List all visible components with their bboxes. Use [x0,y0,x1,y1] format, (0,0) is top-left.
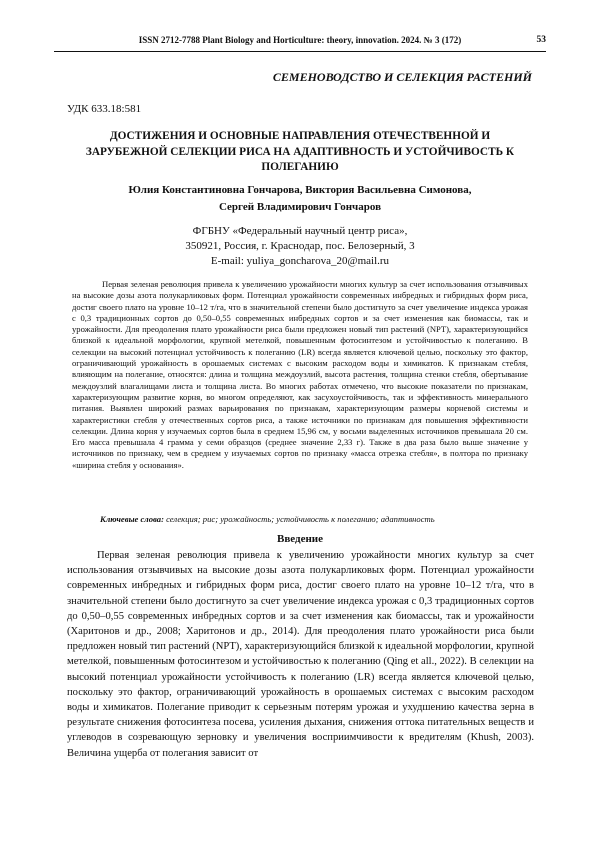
introduction-text: Первая зеленая революция привела к увеличению урожайности многих культур за счет использования отзывчивых на высокие дозы азота полукарликовых форм. Потенциал урожайности современных инбредных и гибридных форм риса, достиг своего плато на уровне 10–12 т/га, что в значительной степени было достигнуто за счет увеличение индекса урожая с 0,3 традиционных сортов до 0,50–0,55 современных инбредных сортов и за счет изменения как биомассы, так и урожайности (Харитонов и др., 2008; Харитонов и др., 2014). Для преодоления плато урожайности риса были предложен новый тип растений (NPT), характеризующийся близкой к идеальной морфологии, крупной метелкой, повышенным фотосинтезом и устойчивостью к полеганию (Qing et all., 2022). В селекции на высокий потенциал урожайности устойчивость к полеганию (LR) всегда является ключевой целью, поскольку это фактор, ограничивающий урожайность в орошаемых системах с высоким расходом воды и химикатов. Полегание приводит к серьезным потерям урожая и ухудшению качества зерна в результате снижения фотосинтеза посева, усиления дыхания, снижения оттока питательных веществ и углеводов в созревающую зерновку и увеличения восприимчивости к вредителям (Khush, 2003). Величина ущерба от полегания зависит от [67,550,534,759]
keywords [100,514,528,525]
journal-citation: ISSN 2712-7788 Plant Biology and Horticulture: theory, innovation. 2024. № 3 (172) [138,35,462,45]
keywords-list: селекция; рис; урожайность; устойчивость к полеганию; адаптивность [166,514,435,524]
affiliation [60,224,540,269]
page-number: 53 [536,35,546,45]
introduction-heading: Введение [276,533,324,545]
authors-line-2: Сергей Владимирович Гончаров [218,201,382,213]
running-header [54,35,546,49]
affiliation-address: 350921, Россия, г. Краснодар, пос. Белозерный, 3 [185,240,415,252]
header-divider [54,51,546,52]
authors-line-1: Юлия Константиновна Гончарова, Виктория Васильевна Симонова, [128,184,472,196]
authors [60,182,540,216]
affiliation-org: ФГБНУ «Федеральный научный центр риса», [192,225,408,237]
article-title: ДОСТИЖЕНИЯ И ОСНОВНЫЕ НАПРАВЛЕНИЯ ОТЕЧЕСТВЕННОЙ И ЗАРУБЕЖНОЙ СЕЛЕКЦИИ РИСА НА АДАПТИВНОСТЬ И УСТОЙЧИВОСТЬ К ПОЛЕГАНИЮ [85,130,515,173]
affiliation-email[interactable]: E-mail: yuliya_goncharova_20@mail.ru [210,255,390,267]
section-title: СЕМЕНОВОДСТВО И СЕЛЕКЦИЯ РАСТЕНИЙ [272,70,532,84]
abstract: Первая зеленая революция привела к увеличению урожайности многих культур за счет использования отзывчивых на высокие дозы азота полукарликовых форм. Потенциал урожайности современных инбредных и гибридных форм риса, достиг своего плато на уровне 10–12 т/га, что в значительной степени было достигнуто за счет увеличение индекса урожая с 0,3 традиционных сортов до 0,50–0,55 современных инбредных сортов и за счет изменения как биомассы, так и урожайности. Для преодоления плато урожайности риса были предложен новый тип растений (NPT), характеризующийся близкой к идеальной морфологии, крупной метелкой, повышенным фотосинтезом и устойчивостью к полеганию. В селекции на высокий потенциал устойчивость к полеганию (LR) всегда является ключевой целью, поскольку это фактор, ограничивающий урожайность в орошаемых системах с высоким расходом воды и химикатов. К признакам стебля, влияющим на полегание, относятся: длина и толщина междоузлий, высота растения, толщина стенки стебля, обертывание междоузлий влагалищами листа и толщина листа. Во многих работах отмечено, что высокие показатели по признакам, характеризующим развитие корня, во многом определяют, как засухоустойчивость, так и эффективность минерального питания. Выявлен широкий размах варьирования по признакам, характеризующим размеры корневой системы и характеристики стебля у отечественных сортов риса, а также источники по признакам для повышения эффективности селекции. Длина корня у изучаемых сортов была в среднем 15,96 см, у восьми выделенных источников превышала 20 см. Его масса превышала 4 грамма у семи образцов (среднее значение 2,33 г). Также в два раза было выше значение у источников по признаку, чем в среднем у изучаемых сортов по признаку «масса отрезка стебля», в полтора по признаку «ширина стебля у основания». [72,279,528,470]
keywords-label: Ключевые слова: [100,514,164,524]
udk-code: УДК 633.18:581 [67,103,142,115]
